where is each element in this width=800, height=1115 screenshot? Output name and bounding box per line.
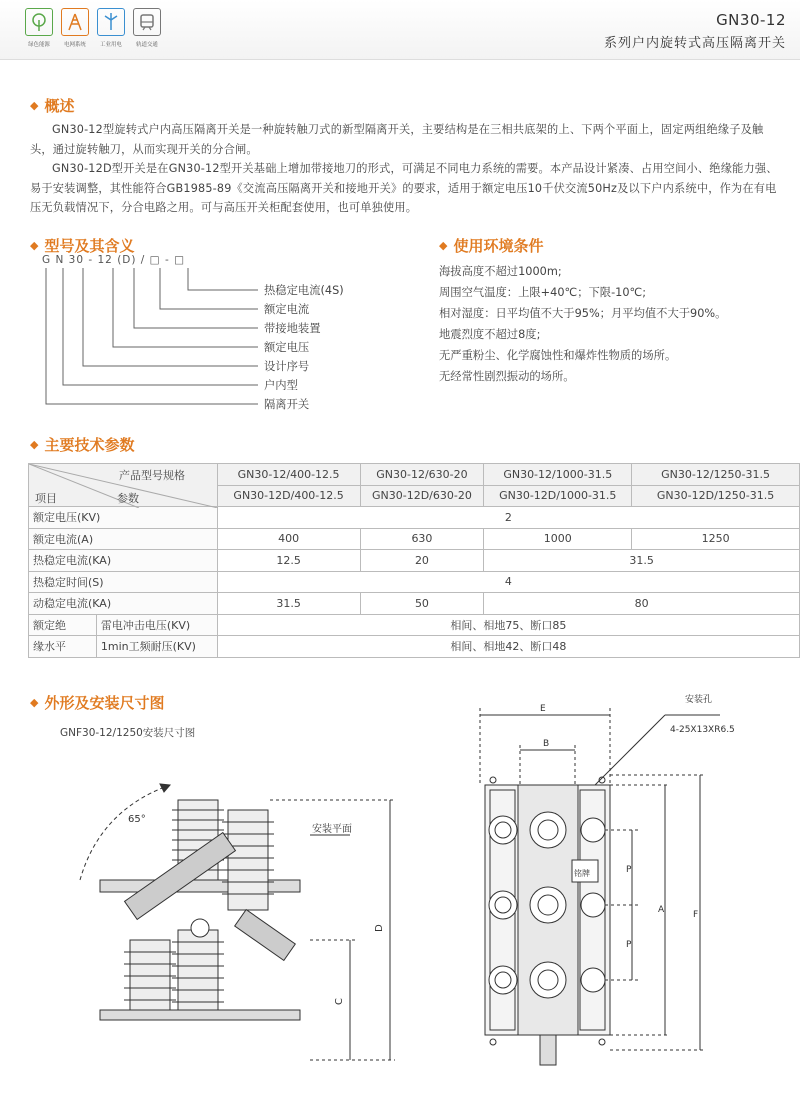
table-corner-cell <box>29 464 218 507</box>
dim-c-label: C <box>334 998 345 1005</box>
environment-line: 周围空气温度：上限+40℃；下限-10℃; <box>439 286 647 299</box>
icon-caption: 轨道交通 <box>136 41 158 48</box>
model-meaning-title: 型号及其含义 <box>44 237 135 255</box>
hole-spec-label: 4-25X13XR6.5 <box>670 725 735 735</box>
diamond-icon: ◆ <box>439 239 448 252</box>
model-header-cell: GN30-12D/1000-31.5 <box>484 485 632 507</box>
table-cell: 相间、相地75、断口85 <box>217 614 799 636</box>
table-row <box>29 507 800 529</box>
nameplate-label: 铭牌 <box>574 869 590 878</box>
dim-e-label: E <box>540 704 546 714</box>
environment-line: 海拔高度不超过1000m; <box>439 265 562 278</box>
dim-f-label: F <box>693 910 699 920</box>
row-label: 额定电压(KV) <box>29 507 218 529</box>
overview-paragraph-2: GN30-12D型开关是在GN30-12型开关基础上增加带接地刀的形式，可满足不同电力系统的需要。本产品设计紧凑、占用空间小、绝缘能力强、易于安装调整，其性能符合GB1985-89《交流高压隔离开关和接地开关》的要求，适用于额定电压10千伏交流50Hz及以下户内系统中，作为在有电压无负载情况下，分合电路之用。可与高压开关柜配套使用，也可单独使用。 <box>30 162 778 214</box>
meaning-item: 热稳定电流(4S) <box>264 284 344 297</box>
table-cell: 2 <box>217 507 799 529</box>
meaning-item: 带接地装置 <box>264 322 321 335</box>
environment-title: 使用环境条件 <box>453 237 544 255</box>
meaning-item: 户内型 <box>264 379 298 392</box>
table-cell: 50 <box>360 593 484 615</box>
model-code: GN30-12 <box>716 11 786 29</box>
diamond-icon: ◆ <box>30 99 39 112</box>
table-row <box>29 528 800 550</box>
table-cell: 相间、相地42、断口48 <box>217 636 799 658</box>
dim-d-label: D <box>374 924 385 932</box>
environment-heading <box>439 235 543 256</box>
row-sublabel: 1min工频耐压(KV) <box>96 636 217 658</box>
dimensions-heading <box>30 692 164 713</box>
row-label: 热稳定电流(KA) <box>29 550 218 572</box>
model-header-cell: GN30-12/1250-31.5 <box>632 464 800 486</box>
diamond-icon: ◆ <box>30 438 39 451</box>
angle-label: 65° <box>128 814 146 825</box>
row-label: 额定绝 <box>29 614 97 636</box>
table-row <box>29 593 800 615</box>
dimensions-title: 外形及安装尺寸图 <box>44 694 165 712</box>
row-label: 动稳定电流(KA) <box>29 593 218 615</box>
table-cell: 31.5 <box>217 593 360 615</box>
row-sublabel: 雷电冲击电压(KV) <box>96 614 217 636</box>
side-view-drawing <box>60 760 400 1100</box>
model-header-cell: GN30-12D/400-12.5 <box>217 485 360 507</box>
dim-a-label: A <box>658 905 665 915</box>
meaning-item: 隔离开关 <box>264 398 310 411</box>
model-header-cell: GN30-12D/630-20 <box>360 485 484 507</box>
diagram-caption: GNF30-12/1250安装尺寸图 <box>60 727 196 739</box>
table-row <box>29 614 800 636</box>
row-label: 缘水平 <box>29 636 97 658</box>
dim-p-label: P <box>626 940 632 950</box>
table-cell: 4 <box>217 571 799 593</box>
meaning-item: 额定电压 <box>264 341 310 354</box>
model-code-pattern: G N 30 - 12 (D) / □ - □ <box>42 254 185 266</box>
meaning-item: 额定电流 <box>264 303 310 316</box>
model-header-cell: GN30-12/630-20 <box>360 464 484 486</box>
environment-line: 无经常性剧烈振动的场所。 <box>439 370 575 383</box>
meaning-item: 设计序号 <box>264 360 310 373</box>
mount-plane-label: 安装平面 <box>312 824 352 835</box>
overview-paragraph-1: GN30-12型旋转式户内高压隔离开关是一种旋转触刀式的新型隔离开关，主要结构是在三相共底架的上、下两个平面上，固定两组绝缘子及触头，通过旋转触刀，从而实现开关的分合闸。 <box>30 123 764 156</box>
front-view-drawing <box>460 690 780 1090</box>
parameters-table <box>28 463 800 658</box>
corner-label-model: 产品型号规格 <box>119 469 185 482</box>
table-header-row <box>29 464 800 486</box>
model-header-cell: GN30-12/400-12.5 <box>217 464 360 486</box>
model-header-cell: GN30-12D/1250-31.5 <box>632 485 800 507</box>
mount-hole-label: 安装孔 <box>685 695 713 705</box>
dim-p-label: P <box>626 865 632 875</box>
dim-b-label: B <box>543 739 550 749</box>
diamond-icon: ◆ <box>30 239 39 252</box>
overview-title: 概述 <box>44 97 75 115</box>
params-title: 主要技术参数 <box>44 436 135 454</box>
table-cell: 31.5 <box>484 550 800 572</box>
icon-caption: 工业用电 <box>100 41 122 48</box>
icon-caption: 绿色能源 <box>28 41 50 48</box>
environment-line: 地震烈度不超过8度; <box>439 328 541 341</box>
table-row <box>29 636 800 658</box>
table-cell: 1250 <box>632 528 800 550</box>
model-header-cell: GN30-12/1000-31.5 <box>484 464 632 486</box>
table-cell: 1000 <box>484 528 632 550</box>
table-cell: 20 <box>360 550 484 572</box>
table-row <box>29 571 800 593</box>
table-cell: 630 <box>360 528 484 550</box>
table-cell: 400 <box>217 528 360 550</box>
icon-caption: 电网系统 <box>64 41 86 48</box>
model-subtitle: 系列户内旋转式高压隔离开关 <box>603 36 786 51</box>
params-heading <box>30 434 134 455</box>
diamond-icon: ◆ <box>30 696 39 709</box>
table-cell: 12.5 <box>217 550 360 572</box>
table-row <box>29 550 800 572</box>
corner-label-item: 项目 <box>35 492 57 505</box>
environment-line: 相对湿度：日平均值不大于95%；月平均值不大于90%。 <box>439 307 727 320</box>
row-label: 热稳定时间(S) <box>29 571 218 593</box>
corner-label-params: 参数 <box>117 492 139 505</box>
row-label: 额定电流(A) <box>29 528 218 550</box>
environment-line: 无严重粉尘、化学腐蚀性和爆炸性物质的场所。 <box>439 349 677 362</box>
table-cell: 80 <box>484 593 800 615</box>
